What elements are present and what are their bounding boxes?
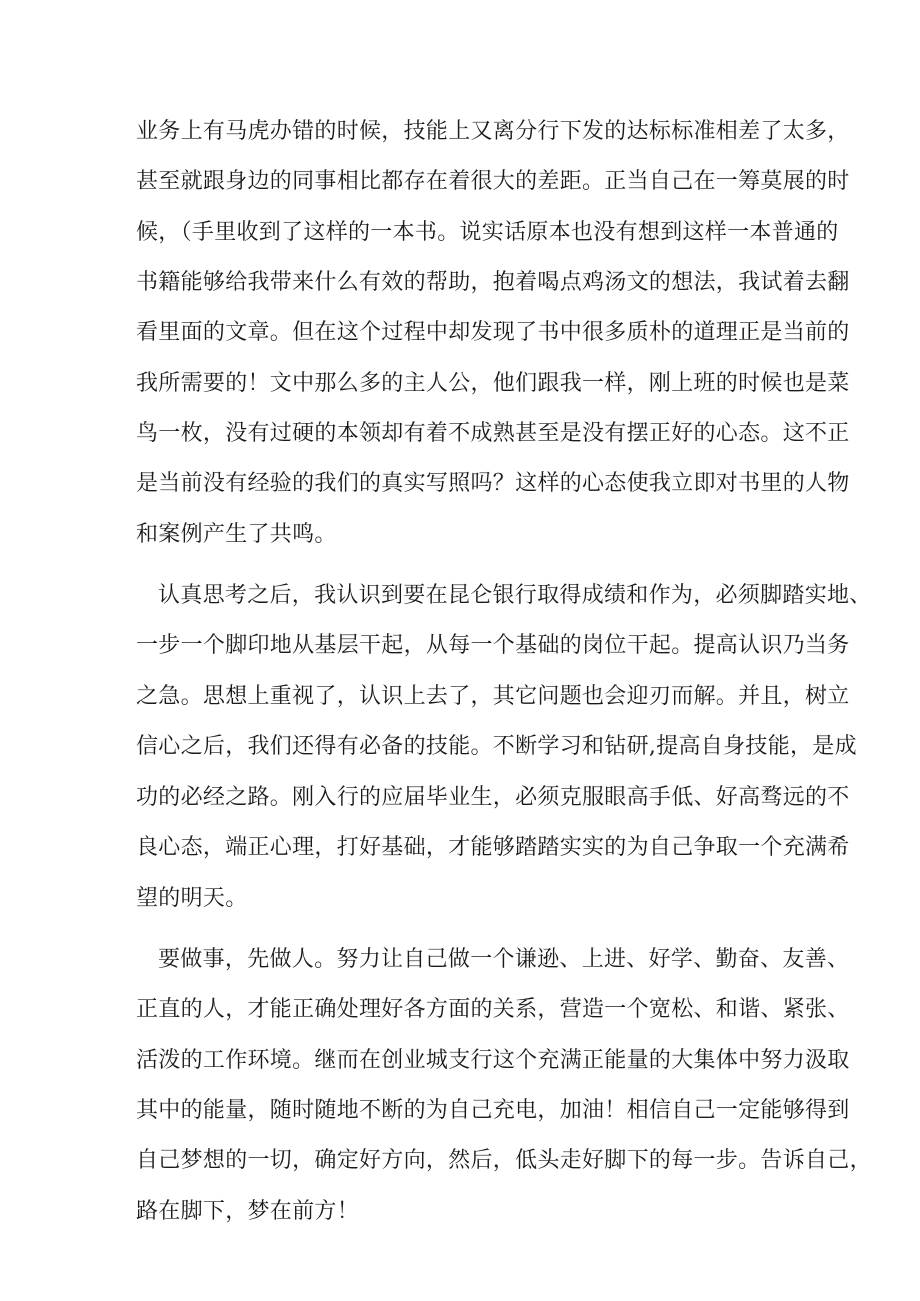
paragraph-1-line-8: 是当前没有经验的我们的真实写照吗？这样的心态使我立即对书里的人物	[136, 471, 850, 496]
paragraph-2-line-2: 一步一个脚印地从基层干起，从每一个基础的岗位干起。提高认识乃当务	[136, 633, 850, 658]
paragraph-1-line-4: 书籍能够给我带来什么有效的帮助，抱着喝点鸡汤文的想法，我试着去翻	[136, 270, 850, 295]
paragraph-3-line-4: 其中的能量，随时随地不断的为自己充电，加油！相信自己一定能够得到	[136, 1098, 850, 1123]
paragraph-3-line-3: 活泼的工作环境。继而在创业城支行这个充满正能量的大集体中努力汲取	[136, 1048, 850, 1073]
paragraph-1-line-5: 看里面的文章。但在这个过程中却发现了书中很多质朴的道理正是当前的	[136, 320, 850, 345]
paragraph-2-line-5: 功的必经之路。刚入行的应届毕业生，必须克服眼高手低、好高骛远的不	[136, 785, 850, 810]
paragraph-1-line-9: 和案例产生了共鸣。	[136, 522, 337, 547]
paragraph-2-line-7: 望的明天。	[136, 886, 248, 911]
paragraph-1-line-1: 业务上有马虎办错的时候，技能上又离分行下发的达标标准相差了太多，	[136, 119, 850, 144]
paragraph-3-line-5: 自己梦想的一切，确定好方向，然后，低头走好脚下的每一步。告诉自己，	[136, 1148, 872, 1173]
paragraph-3-line-6: 路在脚下，梦在前方！	[136, 1199, 360, 1224]
paragraph-3-line-1: 要做事，先做人。努力让自己做一个谦逊、上进、好学、勤奋、友善、	[158, 947, 850, 972]
paragraph-1-line-2: 甚至就跟身边的同事相比都存在着很大的差距。正当自己在一筹莫展的时	[136, 169, 850, 194]
paragraph-2-line-6: 良心态，端正心理，打好基础，才能够踏踏实实的为自己争取一个充满希	[136, 835, 850, 860]
paragraph-2-line-4: 信心之后，我们还得有必备的技能。不断学习和钻研,提高自身技能，是成	[136, 734, 857, 759]
paragraph-2-line-3: 之急。思想上重视了，认识上去了，其它问题也会迎刃而解。并且，树立	[136, 684, 850, 709]
paragraph-3-line-2: 正直的人，才能正确处理好各方面的关系，营造一个宽松、和谐、紧张、	[136, 997, 850, 1022]
paragraph-1-line-7: 鸟一枚，没有过硬的本领却有着不成熟甚至是没有摆正好的心态。这不正	[136, 421, 850, 446]
paragraph-1-line-3: 候，（手里收到了这样的一本书。说实话原本也没有想到这样一本普通的	[136, 220, 839, 245]
paragraph-2-line-1: 认真思考之后，我认识到要在昆仑银行取得成绩和作为，必须脚踏实地、	[158, 583, 872, 608]
paragraph-1-line-6: 我所需要的！文中那么多的主人公，他们跟我一样，刚上班的时候也是菜	[136, 371, 850, 396]
